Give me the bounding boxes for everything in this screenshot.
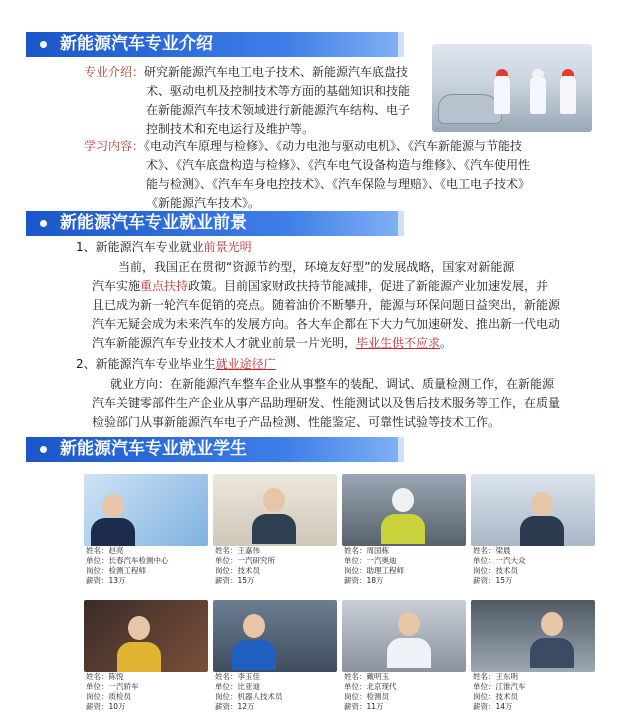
student-post: 岗位：助理工程师 <box>344 566 404 575</box>
student-name: 姓名：陈悦 <box>86 672 124 681</box>
highlight-text: 就业途径广 <box>215 357 276 371</box>
worker-figure <box>530 76 546 114</box>
student-name: 姓名：赵亮 <box>86 546 124 555</box>
student-card <box>213 474 337 586</box>
student-post: 岗位：技术员 <box>473 566 518 575</box>
student-unit: 单位：一汽大众 <box>473 556 526 565</box>
helmet-icon <box>562 69 574 76</box>
student-card <box>471 474 595 586</box>
student-card <box>84 600 208 712</box>
student-card <box>342 600 466 712</box>
student-photo <box>342 474 466 546</box>
student-salary: 薪资：18万 <box>344 576 384 585</box>
intro-label: 专业介绍： <box>84 65 145 79</box>
section-header-students <box>26 437 398 462</box>
section-title: 新能源汽车专业就业学生 <box>60 439 247 459</box>
intro-paragraph: 专业介绍：研究新能源汽车电工电子技术、新能源汽车底盘技 术、驱动电机及控制技术等方面的基础知识和技能 在新能源汽车技术领域进行新能源汽车结构、电子 控制技术和充电运行及维护等。 <box>84 65 411 136</box>
section-header-intro <box>26 32 398 57</box>
student-post: 岗位：检测员 <box>344 692 389 701</box>
student-name: 姓名：梁晨 <box>473 546 511 555</box>
student-photo <box>84 600 208 672</box>
student-salary: 薪资：11万 <box>344 702 384 711</box>
intro-photo <box>432 44 592 132</box>
student-unit: 单位：一汽奥迪 <box>344 556 397 565</box>
learning-label: 学习内容： <box>84 139 145 153</box>
section-title: 新能源汽车专业就业前景 <box>60 213 247 233</box>
student-post: 岗位：技术员 <box>473 692 518 701</box>
student-photo <box>213 474 337 546</box>
section-title: 新能源汽车专业介绍 <box>60 34 213 54</box>
student-photo <box>471 474 595 546</box>
student-card <box>471 600 595 712</box>
highlight-text: 重点扶持 <box>140 279 189 293</box>
student-name: 姓名：戴明玉 <box>344 672 389 681</box>
helmet-icon <box>496 69 508 76</box>
highlight-text: 前景光明 <box>203 240 252 254</box>
highlight-text: 毕业生供不应求 <box>356 336 441 350</box>
worker-figure <box>494 76 510 114</box>
student-salary: 薪资：14万 <box>473 702 513 711</box>
car-shape <box>438 94 502 124</box>
student-photo <box>471 600 595 672</box>
worker-figure <box>560 76 576 114</box>
student-unit: 单位：一汽研究所 <box>215 556 275 565</box>
student-photo <box>342 600 466 672</box>
section-header-prospects <box>26 211 398 236</box>
student-salary: 薪资：13万 <box>86 576 126 585</box>
student-card <box>213 600 337 712</box>
student-salary: 薪资：15万 <box>473 576 513 585</box>
student-salary: 薪资：15万 <box>215 576 255 585</box>
prospects-item-2: 2、新能源汽车专业毕业生就业途径广 <box>76 357 276 371</box>
prospects-item-1: 1、新能源汽车专业就业前景光明 <box>76 240 252 254</box>
student-post: 岗位：检测工程师 <box>86 566 146 575</box>
student-unit: 单位：一汽轿车 <box>86 682 139 691</box>
student-salary: 薪资：12万 <box>215 702 255 711</box>
student-post: 岗位：质检员 <box>86 692 131 701</box>
student-photo <box>84 474 208 546</box>
student-card <box>84 474 208 586</box>
helmet-icon <box>532 69 544 76</box>
student-post: 岗位：机器人技术员 <box>215 692 283 701</box>
student-post: 岗位：技术员 <box>215 566 260 575</box>
prospects-paragraph-2: 就业方向：在新能源汽车整车企业从事整车的装配、调试、质量检测工作，在新能源 汽车关键零部件生产企业从事产品助理研发、性能测试以及售后技术服务等工作，在质量 检验部门从事新能源汽车电子产品检测、性能鉴定、可靠性试验等技术工作。 <box>92 377 561 429</box>
student-name: 姓名：李玉佳 <box>215 672 260 681</box>
student-salary: 薪资：10万 <box>86 702 126 711</box>
prospects-paragraph-1: 当前，我国正在贯彻“资源节约型，环境友好型”的发展战略，国家对新能源 汽车实施重点扶持政策。目前国家财政扶持节能减排，促进了新能源产业加速发展，并 且已成为新一轮汽车促销的亮点。随着油价不断攀升，能源与环保问题日益突出，新能源 汽车无疑会成为未来汽车的发展方向。各大车企都在下大力气加速研发、推出新一代电动 汽车新能源汽车专业技术人才就业前景一片光明，毕业生供不应求。 <box>92 260 561 350</box>
student-photo <box>213 600 337 672</box>
student-unit: 单位：北京现代 <box>344 682 397 691</box>
student-unit: 单位：比亚迪 <box>215 682 260 691</box>
student-unit: 单位：江淮汽车 <box>473 682 526 691</box>
student-name: 姓名：王嘉伟 <box>215 546 260 555</box>
student-card <box>342 474 466 586</box>
student-name: 姓名：周国栋 <box>344 546 389 555</box>
learning-paragraph: 学习内容：《电动汽车原理与检修》、《动力电池与驱动电机》、《汽车新能源与节能技 术》、《汽车底盘构造与检修》、《汽车电气设备构造与维修》、《汽车使用性 能与检测》、《汽车车身电控技术》、《汽车保险与理赔》、《电工电子技术》 《新能源汽车技术》。 <box>84 139 531 210</box>
student-name: 姓名：王东明 <box>473 672 518 681</box>
student-unit: 单位：长春汽车检测中心 <box>86 556 169 565</box>
